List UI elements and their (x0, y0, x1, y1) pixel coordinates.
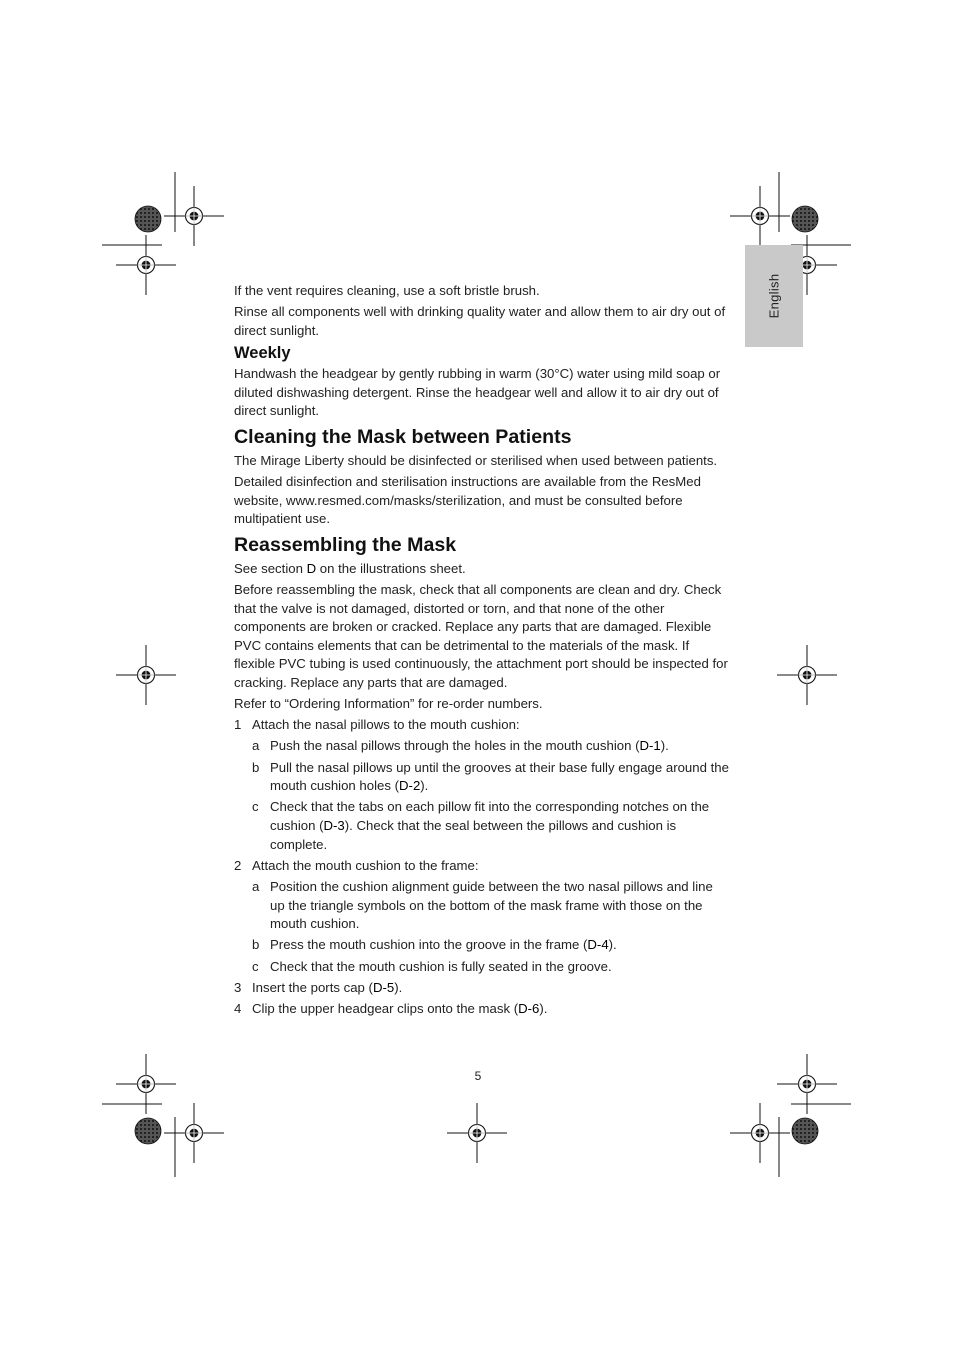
step-text: Clip the upper headgear clips onto the mask ( (252, 1000, 519, 1016)
substep (234, 878, 730, 934)
weekly-heading: Weekly (234, 343, 291, 362)
substep-letter: c (252, 799, 259, 815)
substep-letter: c (252, 958, 259, 974)
step-4 (234, 1000, 730, 1019)
cleaning-heading: Cleaning the Mask between Patients (234, 425, 572, 448)
step-tail: ). (394, 979, 403, 995)
language-tab (745, 245, 803, 347)
substep-letter: a (252, 738, 260, 754)
substep (234, 759, 730, 796)
substep-text: Press the mouth cushion into the groove in the frame ( (270, 937, 588, 953)
substeps-list (252, 737, 730, 854)
see-section-paragraph (234, 560, 730, 579)
substeps-list (252, 878, 730, 976)
page-number: 5 (474, 1069, 482, 1083)
step-text: Attach the mouth cushion to the frame: (252, 857, 479, 873)
substep-tail: ). (420, 778, 429, 794)
substep-tail: ). (660, 738, 669, 754)
language-tab-label: English (766, 273, 782, 319)
step-number: 3 (234, 979, 242, 995)
step-number: 4 (234, 1000, 242, 1016)
substep-text: Position the cushion alignment guide between the two nasal pillows and line up the triangle symbols on the bottom of the mask frame with those on the mouth cushion. (270, 878, 713, 932)
figure-ref: D-1 (639, 738, 661, 754)
steps-list (234, 716, 730, 1018)
substep-text: Push the nasal pillows through the holes in the mouth cushion ( (270, 738, 640, 754)
substep (234, 737, 730, 756)
substep-tail: ). Check that the seal between the pillows and cushion is complete. (270, 818, 677, 852)
step-tail: ). (539, 1000, 548, 1016)
figure-ref: D-3 (323, 818, 345, 833)
substep (234, 958, 730, 977)
reassembling-heading: Reassembling the Mask (234, 533, 457, 556)
substep-letter: a (252, 878, 260, 894)
see-suffix: on the illustrations sheet. (316, 560, 466, 576)
substep-text: Check that the mouth cushion is fully seated in the groove. (270, 958, 612, 974)
substep (234, 798, 730, 854)
intro-paragraph-2: Rinse all components well with drinking quality water and allow them to air dry out of direct sunlight. (234, 304, 726, 338)
section-ref: D (306, 560, 317, 576)
step-text: Insert the ports cap ( (252, 979, 373, 995)
step-text: Attach the nasal pillows to the mouth cushion: (252, 717, 520, 733)
substep-text: Pull the nasal pillows up until the grooves at their base fully engage around the mouth cushion holes ( (270, 759, 729, 794)
step-3 (234, 979, 730, 998)
ordering-paragraph: Refer to “Ordering Information” for re-order numbers. (234, 696, 543, 712)
check-paragraph: Before reassembling the mask, check that all components are clean and dry. Check that the valve is not damaged, distorted or torn, and that none of the other components are broken or cracked. Replace any parts that are damaged. Flexible PVC contains elements that can be detrimental to the materials of the mask. If flexible PVC tubing is used continuously, the attachment port should be inspected for cracking. Replace any parts that are damaged. (234, 581, 728, 690)
substep-text: Check that the tabs on each pillow fit into the corresponding notches on the cushion ( (270, 799, 710, 833)
cleaning-paragraph-1: The Mirage Liberty should be disinfected or sterilised when used between patients. (234, 452, 718, 468)
cleaning-paragraph-2: Detailed disinfection and sterilisation instructions are available from the ResMed website, www.resmed.com/masks/sterilization, and must be consulted before multipatient use. (234, 473, 701, 527)
figure-ref: D-6 (518, 1000, 540, 1016)
weekly-paragraph: Handwash the headgear by gently rubbing in warm (30°C) water using mild soap or diluted dishwashing detergent. Rinse the headgear well and allow it to air dry out of direct sunlight. (234, 365, 721, 419)
substep-tail: ). (608, 937, 617, 953)
step-number: 2 (234, 857, 242, 873)
figure-ref: D-4 (587, 937, 609, 953)
step-2 (234, 857, 730, 976)
intro-paragraph-1: If the vent requires cleaning, use a soft bristle brush. (234, 283, 540, 298)
page-content (234, 282, 730, 1021)
figure-ref: D-5 (372, 979, 395, 995)
substep (234, 936, 730, 955)
step-number: 1 (234, 717, 242, 733)
substep-letter: b (252, 759, 260, 775)
figure-ref: D-2 (399, 778, 421, 794)
step-1 (234, 716, 730, 854)
see-prefix: See section (234, 560, 307, 576)
substep-letter: b (252, 937, 260, 953)
